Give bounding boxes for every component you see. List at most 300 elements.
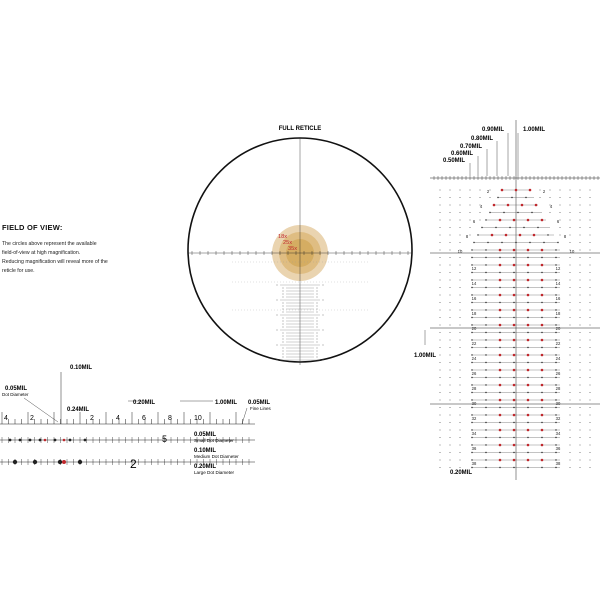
tree-grid-dot	[439, 369, 440, 370]
tree-dot	[471, 437, 472, 438]
tree-grid-dot	[449, 219, 450, 220]
tree-dot	[557, 242, 558, 243]
tree-grid-dot	[579, 392, 580, 393]
tree-grid-dot	[559, 227, 560, 228]
tree-dot	[317, 321, 318, 322]
tree-dot	[513, 272, 514, 273]
tree-grid-dot	[569, 279, 570, 280]
tree-dot	[283, 324, 284, 325]
tree-grid-dot	[479, 197, 480, 198]
tree-red-dot	[513, 294, 516, 297]
tree-grid-dot	[459, 324, 460, 325]
tree-dot	[471, 452, 472, 453]
tree-dot	[485, 317, 486, 318]
tree-grid-dot	[479, 219, 480, 220]
tree-dot	[485, 422, 486, 423]
callout-0-24mil: 0.24MIL	[67, 407, 90, 413]
tree-dot	[477, 234, 478, 235]
tree-grid-dot	[449, 392, 450, 393]
tree-dot	[555, 332, 556, 333]
tree-dot	[513, 407, 514, 408]
tree-dot	[541, 437, 542, 438]
tree-grid-dot	[439, 242, 440, 243]
tree-red-dot	[499, 264, 502, 267]
callout-0-05mil-fine-sub: Fine Lines	[250, 406, 271, 411]
tree-grid-dot	[579, 407, 580, 408]
tree-grid-dot	[559, 197, 560, 198]
tree-red-dot	[527, 249, 530, 252]
tree-dot	[499, 467, 500, 468]
tree-dot	[471, 347, 472, 348]
tree-side-label: 1.00MIL	[414, 353, 437, 359]
tree-dot	[485, 444, 486, 445]
legend-dot-medium	[39, 439, 42, 442]
tree-grid-dot	[439, 309, 440, 310]
tree-grid-dot	[439, 399, 440, 400]
tree-grid-dot	[449, 452, 450, 453]
tree-grid-dot	[459, 377, 460, 378]
tree-row-label: 28	[471, 386, 477, 391]
tree-grid-dot	[439, 459, 440, 460]
tree-red-dot	[499, 354, 502, 357]
tree-dot	[323, 285, 324, 286]
tree-red-dot	[513, 384, 516, 387]
tree-grid-dot	[439, 332, 440, 333]
tree-dot	[555, 437, 556, 438]
tree-grid-dot	[459, 422, 460, 423]
tree-callout-0-70: 0.70MIL	[460, 144, 483, 150]
tree-grid-dot	[589, 242, 590, 243]
tree-grid-dot	[569, 302, 570, 303]
tree-grid-dot	[579, 204, 580, 205]
legend-dot-red	[62, 460, 66, 464]
tree-grid-dot	[589, 317, 590, 318]
legend-medium-value: 0.10MIL	[194, 448, 217, 454]
tree-grid-dot	[449, 467, 450, 468]
tree-callout-0-60: 0.60MIL	[451, 151, 474, 157]
legend-dot-medium	[9, 439, 12, 442]
tree-dot	[517, 212, 518, 213]
tree-dot	[317, 294, 318, 295]
tree-grid-dot	[569, 399, 570, 400]
tree-grid-dot	[589, 347, 590, 348]
tree-dot	[485, 324, 486, 325]
tree-dot	[513, 452, 514, 453]
tree-dot	[555, 257, 556, 258]
tree-grid-dot	[469, 204, 470, 205]
tree-grid-dot	[459, 399, 460, 400]
tree-grid-dot	[579, 272, 580, 273]
tree-dot	[471, 467, 472, 468]
tree-grid-dot	[569, 347, 570, 348]
tree-dot	[485, 219, 486, 220]
tree-grid-dot	[439, 429, 440, 430]
tree-red-dot	[527, 294, 530, 297]
tree-grid-dot	[579, 384, 580, 385]
tree-grid-dot	[569, 459, 570, 460]
tree-dot	[485, 272, 486, 273]
tree-grid-dot	[559, 189, 560, 190]
tree-red-dot	[541, 339, 544, 342]
tree-dot	[513, 467, 514, 468]
tree-grid-dot	[589, 459, 590, 460]
tree-grid-dot	[459, 362, 460, 363]
tree-grid-dot	[449, 362, 450, 363]
tree-row-label: 38	[471, 461, 477, 466]
tree-grid-dot	[459, 294, 460, 295]
legend-large-name: Large Dot Diameter	[194, 470, 235, 475]
tree-red-dot	[499, 324, 502, 327]
tree-dot	[497, 197, 498, 198]
tree-grid-dot	[449, 227, 450, 228]
tree-dot	[471, 332, 472, 333]
callout-0-05mil-dot-sub: Dot Diameter	[2, 392, 29, 397]
field-of-view-note	[2, 223, 152, 276]
tree-dot	[499, 347, 500, 348]
tree-dot	[317, 354, 318, 355]
tree-grid-dot	[469, 219, 470, 220]
tree-row-label: 16	[471, 296, 477, 301]
tree-red-dot	[499, 384, 502, 387]
tree-grid-dot	[449, 287, 450, 288]
tree-grid-dot	[439, 452, 440, 453]
tree-grid-dot	[589, 324, 590, 325]
tree-dot	[485, 429, 486, 430]
tree-grid-dot	[459, 332, 460, 333]
tree-grid-dot	[579, 264, 580, 265]
tree-grid-dot	[569, 452, 570, 453]
tree-dot	[283, 333, 284, 334]
tree-dot	[555, 362, 556, 363]
legend-dot-large	[78, 460, 82, 464]
tree-dot	[485, 407, 486, 408]
tree-grid-dot	[579, 362, 580, 363]
tree-grid-dot	[439, 467, 440, 468]
tree-grid-dot	[579, 414, 580, 415]
tree-dot	[499, 272, 500, 273]
tree-dot	[323, 360, 324, 361]
tree-red-dot	[541, 399, 544, 402]
tree-grid-dot	[469, 234, 470, 235]
tree-dot	[317, 336, 318, 337]
tree-grid-dot	[439, 279, 440, 280]
tree-grid-dot	[589, 227, 590, 228]
tree-dot	[527, 377, 528, 378]
tree-red-dot	[513, 444, 516, 447]
tree-callout-1-00: 1.00MIL	[523, 127, 546, 133]
tree-dot	[485, 347, 486, 348]
tree-dot	[283, 342, 284, 343]
tree-dot	[317, 339, 318, 340]
legend-dot-medium	[19, 439, 22, 442]
tree-red-dot	[541, 324, 544, 327]
tree-dot	[511, 197, 512, 198]
tree-grid-dot	[589, 189, 590, 190]
tree-red-dot	[541, 369, 544, 372]
tree-dot	[485, 384, 486, 385]
tree-dot	[499, 257, 500, 258]
tree-grid-dot	[579, 444, 580, 445]
tree-dot	[283, 357, 284, 358]
tree-grid-dot	[439, 362, 440, 363]
tree-grid-dot	[569, 414, 570, 415]
tree-dot	[527, 467, 528, 468]
tree-dot	[485, 377, 486, 378]
tree-grid-dot	[569, 467, 570, 468]
tree-red-dot	[499, 309, 502, 312]
tree-row-label: 20	[555, 326, 561, 331]
tree-dot	[541, 287, 542, 288]
tree-grid-dot	[549, 212, 550, 213]
tree-dot	[317, 324, 318, 325]
tree-grid-dot	[439, 204, 440, 205]
tree-grid-dot	[579, 422, 580, 423]
tree-grid-dot	[459, 287, 460, 288]
tree-red-dot	[541, 219, 544, 222]
tree-dot	[525, 197, 526, 198]
tree-red-dot	[533, 234, 536, 237]
tree-row-label: 18	[471, 311, 477, 316]
tree-dot	[277, 300, 278, 301]
tree-grid-dot	[589, 212, 590, 213]
tree-grid-dot	[589, 414, 590, 415]
tree-dot	[317, 312, 318, 313]
tree-dot	[513, 347, 514, 348]
legend-medium-name: Medium Dot Diameter	[194, 454, 239, 459]
tree-dot	[283, 318, 284, 319]
callout-leader	[242, 408, 247, 424]
callout-0-05mil-fine: 0.05MIL	[248, 400, 271, 406]
tree-grid-dot	[559, 204, 560, 205]
tree-grid-dot	[569, 287, 570, 288]
tree-dot	[485, 392, 486, 393]
tree-grid-dot	[479, 212, 480, 213]
tree-grid-dot	[449, 309, 450, 310]
tree-red-dot	[527, 324, 530, 327]
tree-grid-dot	[569, 272, 570, 273]
tree-dot	[513, 392, 514, 393]
tree-grid-dot	[459, 204, 460, 205]
tree-dot	[283, 336, 284, 337]
tree-grid-dot	[469, 197, 470, 198]
tree-grid-dot	[459, 339, 460, 340]
detail-callouts	[0, 365, 272, 475]
tree-dot	[487, 242, 488, 243]
tree-dot	[471, 272, 472, 273]
tree-grid-dot	[449, 347, 450, 348]
tree-dot	[471, 302, 472, 303]
tree-dot	[317, 333, 318, 334]
tree-red-dot	[507, 204, 510, 207]
tree-dot	[523, 227, 524, 228]
tree-dot	[317, 327, 318, 328]
scale-label: 2	[90, 415, 94, 422]
tree-dot	[527, 362, 528, 363]
tree-red-dot	[529, 189, 532, 192]
tree-dot	[317, 348, 318, 349]
tree-callout-0-80: 0.80MIL	[471, 136, 494, 142]
tree-dot	[499, 392, 500, 393]
tree-grid-dot	[439, 227, 440, 228]
tree-grid-dot	[459, 302, 460, 303]
tree-grid-dot	[469, 212, 470, 213]
tree-dot	[499, 287, 500, 288]
tree-red-dot	[527, 264, 530, 267]
tree-grid-dot	[439, 264, 440, 265]
tree-grid-dot	[449, 429, 450, 430]
tree-dot	[485, 459, 486, 460]
tree-row-label: 6	[556, 219, 560, 224]
tree-dot	[323, 345, 324, 346]
tree-red-dot	[499, 414, 502, 417]
tree-grid-dot	[569, 257, 570, 258]
tree-grid-dot	[559, 219, 560, 220]
legend-dot-large	[33, 460, 37, 464]
tree-grid-dot	[589, 377, 590, 378]
tree-dot	[541, 302, 542, 303]
tree-dot	[317, 318, 318, 319]
tree-dot	[499, 452, 500, 453]
tree-grid-dot	[589, 437, 590, 438]
tree-red-dot	[499, 444, 502, 447]
tree-dot	[277, 345, 278, 346]
tree-dot	[283, 309, 284, 310]
tree-grid-dot	[569, 354, 570, 355]
tree-grid-dot	[459, 369, 460, 370]
tree-grid-dot	[579, 279, 580, 280]
tree-dot	[513, 377, 514, 378]
tree-row-label: 34	[555, 431, 561, 436]
tree-grid-dot	[569, 384, 570, 385]
tree-grid-dot	[459, 197, 460, 198]
tree-dot	[513, 257, 514, 258]
tree-dot	[529, 242, 530, 243]
tree-dot	[485, 287, 486, 288]
tree-red-dot	[527, 444, 530, 447]
tree-dot	[481, 227, 482, 228]
tree-red-dot	[513, 339, 516, 342]
tree-red-dot	[527, 384, 530, 387]
tree-grid-dot	[569, 317, 570, 318]
tree-dot	[485, 369, 486, 370]
tree-red-dot	[541, 249, 544, 252]
tree-dot	[471, 257, 472, 258]
tree-dot	[499, 407, 500, 408]
tree-red-dot	[535, 204, 538, 207]
tree-row-label: 26	[471, 371, 477, 376]
tree-dot	[471, 287, 472, 288]
tree-red-dot	[527, 339, 530, 342]
tree-grid-dot	[539, 197, 540, 198]
tree-grid-dot	[569, 309, 570, 310]
tree-dot	[537, 227, 538, 228]
tree-red-dot	[499, 369, 502, 372]
tree-grid-dot	[579, 339, 580, 340]
tree-dot	[515, 242, 516, 243]
tree-dot	[527, 287, 528, 288]
tree-red-dot	[541, 429, 544, 432]
tree-dot	[489, 212, 490, 213]
tree-red-dot	[541, 414, 544, 417]
tree-grid-dot	[589, 467, 590, 468]
tree-red-dot	[527, 369, 530, 372]
tree-red-dot	[499, 429, 502, 432]
tree-grid-dot	[579, 354, 580, 355]
tree-dot	[555, 302, 556, 303]
tree-row-label: 14	[555, 281, 561, 286]
tree-dot	[317, 357, 318, 358]
tree-grid-dot	[579, 467, 580, 468]
tree-grid-dot	[459, 429, 460, 430]
tree-dot	[499, 332, 500, 333]
tree-grid-dot	[459, 354, 460, 355]
tree-red-dot	[513, 264, 516, 267]
tree-dot	[527, 257, 528, 258]
tree-grid-dot	[469, 189, 470, 190]
tree-red-dot	[501, 189, 504, 192]
tree-dot	[283, 288, 284, 289]
legend-dot-medium	[84, 439, 87, 442]
tree-grid-dot	[569, 332, 570, 333]
tree-grid-dot	[569, 429, 570, 430]
tree-grid-dot	[579, 369, 580, 370]
tree-grid-dot	[579, 317, 580, 318]
tree-grid-dot	[439, 249, 440, 250]
scale-label: 4	[4, 415, 8, 422]
tree-dot	[541, 377, 542, 378]
tree-dot	[555, 317, 556, 318]
tree-grid-dot	[579, 242, 580, 243]
tree-grid-dot	[569, 437, 570, 438]
tree-grid-dot	[489, 197, 490, 198]
tree-red-dot	[527, 279, 530, 282]
tree-grid-dot	[589, 452, 590, 453]
tree-grid-dot	[449, 302, 450, 303]
tree-grid-dot	[439, 287, 440, 288]
tree-row-label: 8	[465, 234, 469, 239]
tree-row-label: 8	[563, 234, 567, 239]
tree-dot	[555, 272, 556, 273]
tree-dot	[499, 302, 500, 303]
tree-dot	[283, 351, 284, 352]
tree-grid-dot	[449, 294, 450, 295]
tree-grid-dot	[439, 444, 440, 445]
tree-row-label: 18	[555, 311, 561, 316]
tree-grid-dot	[569, 392, 570, 393]
tree-grid-dot	[459, 437, 460, 438]
tree-dot	[317, 306, 318, 307]
tree-grid-dot	[569, 377, 570, 378]
tree-dot	[283, 354, 284, 355]
tree-grid-dot	[449, 422, 450, 423]
tree-row-label: 32	[555, 416, 561, 421]
tree-dot	[541, 272, 542, 273]
tree-row-label: 20	[471, 326, 477, 331]
tree-red-dot	[505, 234, 508, 237]
tree-red-dot	[493, 204, 496, 207]
tree-dot	[499, 437, 500, 438]
tree-grid-dot	[449, 339, 450, 340]
tree-callout-0-90: 0.90MIL	[482, 127, 505, 133]
tree-grid-dot	[579, 347, 580, 348]
tree-dot	[485, 302, 486, 303]
tree-grid-dot	[579, 227, 580, 228]
tree-row-label: 14	[471, 281, 477, 286]
tree-dot	[495, 227, 496, 228]
legend-dot-large	[13, 460, 17, 464]
fov-line: The circles above represent the available	[2, 241, 97, 247]
tree-red-dot	[527, 459, 530, 462]
